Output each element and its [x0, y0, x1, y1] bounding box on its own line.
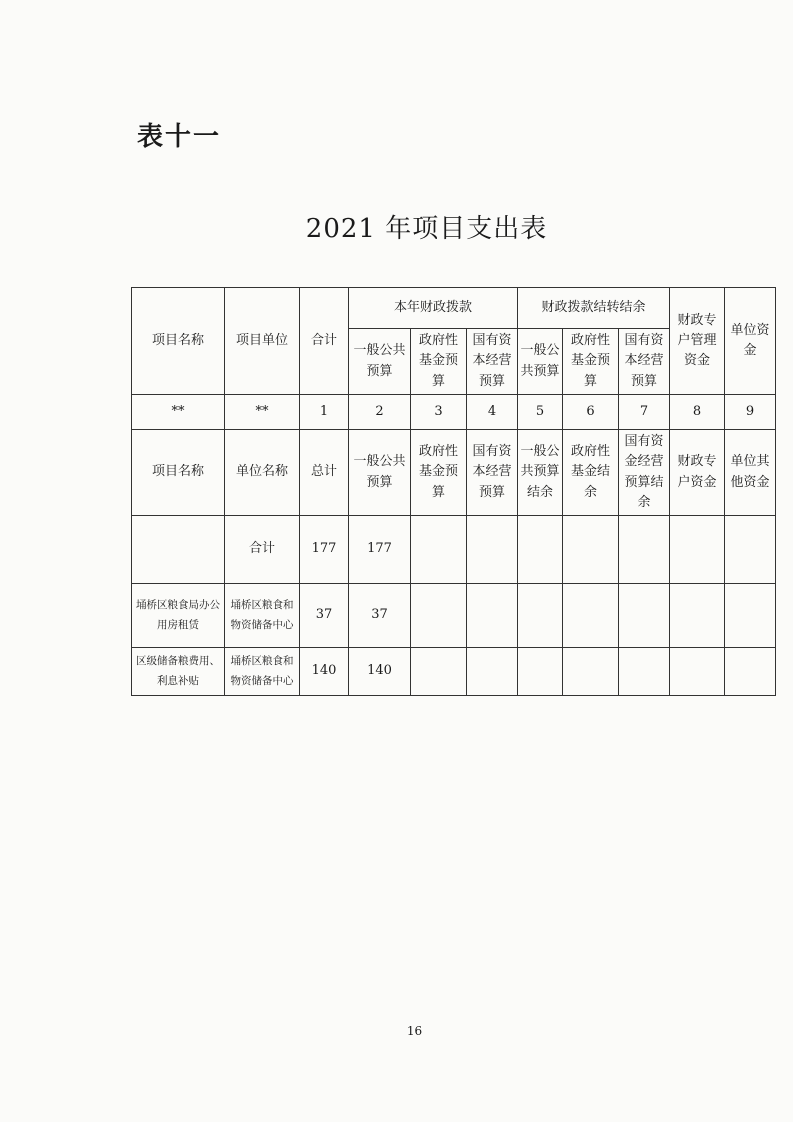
value-cell: 37 — [349, 584, 411, 648]
index-cell: 6 — [563, 395, 619, 430]
index-cell: 4 — [467, 395, 518, 430]
header-total: 合计 — [300, 288, 349, 395]
project-expenditure-table — [131, 287, 776, 696]
name-cell: 财政专户资金 — [670, 430, 725, 516]
value-cell: 140 — [300, 648, 349, 696]
index-cell: 3 — [411, 395, 467, 430]
total-cell — [132, 516, 225, 584]
value-cell — [467, 584, 518, 648]
total-cell: 合计 — [225, 516, 300, 584]
value-cell: 140 — [349, 648, 411, 696]
value-cell — [563, 584, 619, 648]
project-unit-cell: 埇桥区粮食和物资储备中心 — [225, 648, 300, 696]
value-cell — [670, 648, 725, 696]
table-row — [132, 648, 776, 696]
value-cell — [411, 648, 467, 696]
header-sub-co-gov-fund: 政府性基金预算 — [563, 329, 619, 395]
header-project-unit: 项目单位 — [225, 288, 300, 395]
name-cell: 总计 — [300, 430, 349, 516]
name-cell: 一般公共预算结余 — [518, 430, 563, 516]
index-cell: 9 — [725, 395, 776, 430]
index-cell: 5 — [518, 395, 563, 430]
header-group-carryover: 财政拨款结转结余 — [518, 288, 670, 329]
index-cell: 8 — [670, 395, 725, 430]
total-cell — [619, 516, 670, 584]
document-title: 2021 年项目支出表 — [305, 214, 548, 244]
value-cell — [467, 648, 518, 696]
header-sub-co-general: 一般公共预算 — [518, 329, 563, 395]
total-cell — [563, 516, 619, 584]
value-cell — [725, 648, 776, 696]
index-cell: ** — [132, 395, 225, 430]
index-cell: ** — [225, 395, 300, 430]
value-cell — [563, 648, 619, 696]
index-row — [132, 395, 776, 430]
name-cell: 国有资本经营预算 — [467, 430, 518, 516]
total-cell — [411, 516, 467, 584]
value-cell — [518, 648, 563, 696]
page-number: 16 — [406, 1024, 423, 1038]
value-cell — [619, 648, 670, 696]
total-cell — [467, 516, 518, 584]
index-cell: 1 — [300, 395, 349, 430]
total-cell — [725, 516, 776, 584]
value-cell: 37 — [300, 584, 349, 648]
total-cell: 177 — [349, 516, 411, 584]
value-cell — [411, 584, 467, 648]
header-group-current-year: 本年财政拨款 — [349, 288, 518, 329]
project-name-cell: 埇桥区粮食局办公用房租赁 — [132, 584, 225, 648]
header-unit-fund: 单位资金 — [725, 288, 776, 395]
index-cell: 7 — [619, 395, 670, 430]
header-special-fund: 财政专户管理资金 — [670, 288, 725, 395]
name-cell: 单位名称 — [225, 430, 300, 516]
project-name-cell: 区级储备粮费用、利息补贴 — [132, 648, 225, 696]
value-cell — [518, 584, 563, 648]
header-sub-co-state-capital: 国有资本经营预算 — [619, 329, 670, 395]
page-label: 表十一 — [137, 122, 222, 152]
value-cell — [619, 584, 670, 648]
value-cell — [725, 584, 776, 648]
header-sub-state-capital: 国有资本经营预算 — [467, 329, 518, 395]
total-cell — [670, 516, 725, 584]
index-cell: 2 — [349, 395, 411, 430]
total-cell — [518, 516, 563, 584]
name-cell: 政府性基金预算 — [411, 430, 467, 516]
name-cell: 单位其他资金 — [725, 430, 776, 516]
header-project-name: 项目名称 — [132, 288, 225, 395]
total-cell: 177 — [300, 516, 349, 584]
value-cell — [670, 584, 725, 648]
name-row — [132, 430, 776, 516]
header-row-1 — [132, 288, 776, 329]
project-unit-cell: 埇桥区粮食和物资储备中心 — [225, 584, 300, 648]
name-cell: 政府性基金结余 — [563, 430, 619, 516]
name-cell: 一般公共预算 — [349, 430, 411, 516]
name-cell: 国有资金经营预算结余 — [619, 430, 670, 516]
table-row — [132, 584, 776, 648]
total-row — [132, 516, 776, 584]
header-sub-gov-fund: 政府性基金预算 — [411, 329, 467, 395]
name-cell: 项目名称 — [132, 430, 225, 516]
header-sub-general-budget: 一般公共预算 — [349, 329, 411, 395]
